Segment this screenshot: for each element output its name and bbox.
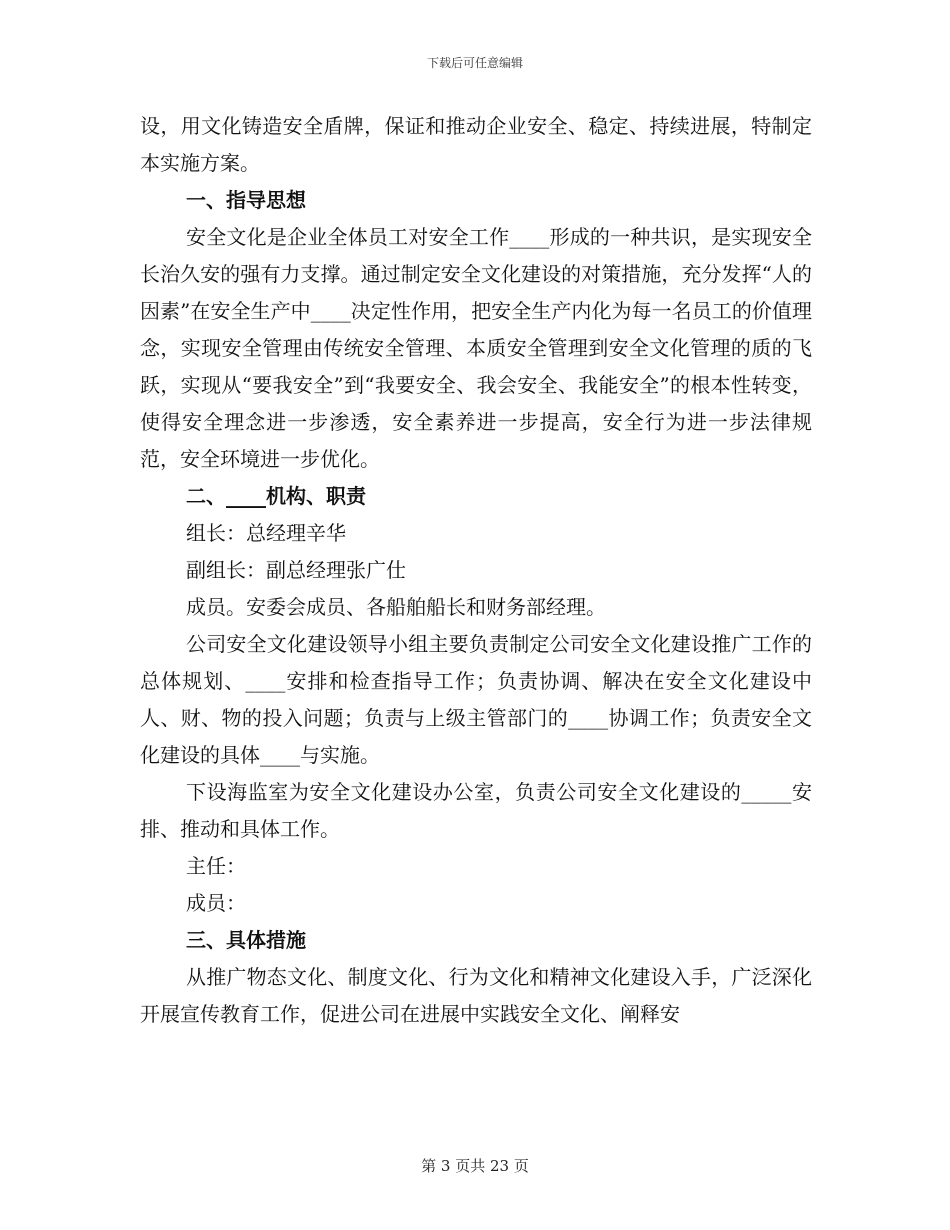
paragraph-group-leader: 组长：总经理辛华 — [186, 521, 346, 545]
paragraph-office: 下设海监室为安全文化建设办公室，负责公司安全文化建设的_____安排、推动和具体工作。 — [140, 780, 812, 841]
paragraph-measures: 从推广物态文化、制度文化、行为文化和精神文化建设入手，广泛深化开展宣传教育工作，促进公司在进展中实践安全文化、阐释安 — [140, 965, 812, 1026]
paragraph-office-members: 成员： — [186, 891, 246, 915]
paragraph-group-duties: 公司安全文化建设领导小组主要负责制定公司安全文化建设推广工作的总体规划、____安排和检查指导工作；负责协调、解决在安全文化建设中人、财、物的投入问题；负责与上级主管部门的____协调工作；负责安全文化建设的具体____与实施。 — [140, 632, 812, 767]
section-heading-measures: 三、具体措施 — [186, 928, 306, 952]
document-body — [140, 108, 812, 1033]
page-number: 第 3 页共 23 页 — [421, 1157, 529, 1175]
section-heading-organization: 二、____机构、职责 — [186, 484, 366, 508]
paragraph-intro-continuation: 设，用文化铸造安全盾牌，保证和推动企业安全、稳定、持续进展，特制定本实施方案。 — [140, 114, 812, 175]
paragraph-deputy-leader: 副组长：副总经理张广仕 — [186, 558, 406, 582]
paragraph-guiding-ideology: 安全文化是企业全体员工对安全工作____形成的一种共识，是实现安全长治久安的强有力支撑。通过制定安全文化建设的对策措施，充分发挥“人的因素”在安全生产中____决定性作用，把安全生产内化为每一名员工的价值理念，实现安全管理由传统安全管理、本质安全管理到安全文化管理的质的飞跃，实现从“要我安全”到“我要安全、我会安全、我能安全”的根本性转变，使得安全理念进一步渗透，安全素养进一步提高，安全行为进一步法律规范，安全环境进一步优化。 — [140, 225, 812, 471]
paragraph-director: 主任： — [186, 854, 246, 878]
paragraph-members: 成员。安委会成员、各船舶船长和财务部经理。 — [186, 595, 606, 619]
section-heading-guiding-ideology: 一、指导思想 — [186, 188, 306, 212]
page-header-note: 下载后可任意编辑 — [426, 56, 523, 70]
